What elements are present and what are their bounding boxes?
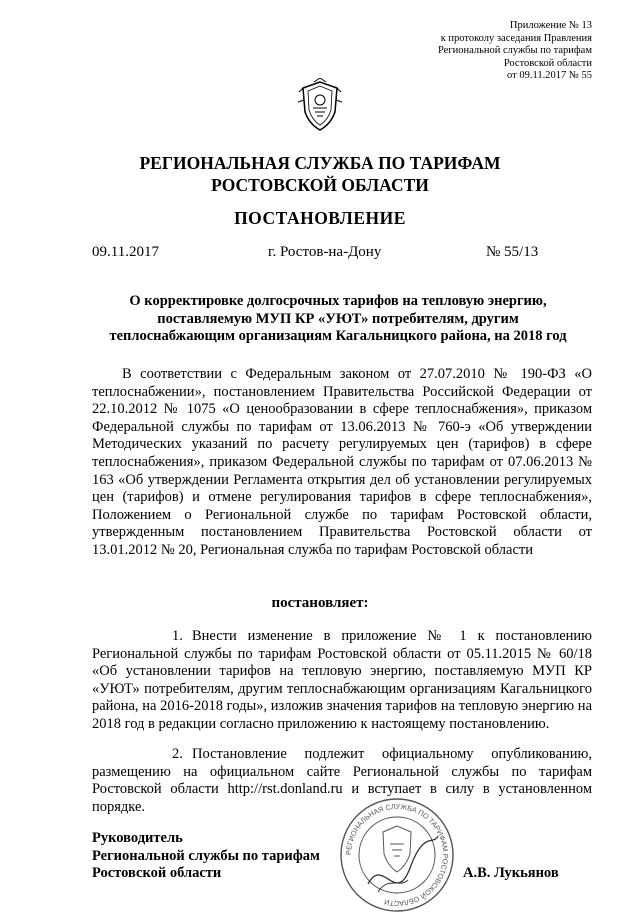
signer-position-line: Ростовской области: [92, 865, 222, 882]
signer-name: А.В. Лукьянов: [463, 865, 559, 881]
signature-block: [92, 830, 320, 883]
item-number: 1.: [172, 628, 183, 644]
organization-line: РЕГИОНАЛЬНАЯ СЛУЖБА ПО ТАРИФАМ: [139, 153, 501, 173]
item-number: 2.: [172, 746, 183, 762]
decision-item: [92, 628, 592, 734]
appendix-line: к протоколу заседания Правления: [440, 32, 592, 44]
appendix-line: от 09.11.2017 № 55: [507, 70, 592, 81]
seal-text: РЕГИОНАЛЬНАЯ СЛУЖБА ПО ТАРИФАМ РОСТОВСКОЙ ОБЛАСТИ: [343, 801, 451, 909]
preamble-paragraph: В соответствии с Федеральным законом от 27.07.2010 № 190-ФЗ «О теплоснабжении», постановлением Правительства Российской Федерации от 22.10.2012 № 1075 «О ценообразовании в сфере теплоснабжения», приказом Федеральной службы по тарифам от 13.06.2013 № 760-э «Об утверждении Методических указаний по расчету регулируемых цен (тарифов) в сфере теплоснабжения», приказом Федеральной службы по тарифам от 07.06.2013 № 163 «Об утверждении Регламента открытия дел об установлении регулируемых цен (тарифов) и отмене регулирования тарифов в сфере теплоснабжения», Положением о Региональной службе по тарифам Ростовской области, утвержденным постановлением Правительства Ростовской области от 13.01.2012 № 20, Региональная служба по тарифам Ростовской области: [92, 366, 592, 558]
appendix-line: Приложение № 13: [509, 20, 592, 31]
appendix-line: Региональной службы по тарифам: [437, 45, 592, 56]
document-type-title: ПОСТАНОВЛЕНИЕ: [234, 208, 406, 228]
organization-line: РОСТОВСКОЙ ОБЛАСТИ: [211, 175, 429, 195]
document-number: № 55/13: [486, 244, 539, 260]
decree-word: постановляет:: [271, 595, 369, 611]
official-seal-stamp: [338, 796, 456, 914]
signer-position-line: Руководитель: [92, 830, 183, 846]
subject-line: О корректировке долгосрочных тарифов на тепловую энергию,: [129, 293, 547, 309]
signer-position-line: Региональной службы по тарифам: [92, 847, 320, 864]
document-place: г. Ростов-на-Дону: [268, 244, 382, 260]
item-text: Внести изменение в приложение № 1 к постановлению Региональной службы по тарифам Ростовской области от 05.11.2015 № 60/18 «Об установлении тарифов на тепловую энергию, поставляемую МУП КР «УЮТ» потребителям, другим теплоснабжающим организациям Кагальницкого района, на 2016-2018 годы», изложив значения тарифов на тепловую энергию на 2018 год в редакции согласно приложению к настоящему постановлению.: [92, 628, 592, 732]
document-date: 09.11.2017: [92, 244, 159, 260]
document-subject: [88, 293, 588, 346]
appendix-line: Ростовской области: [503, 57, 592, 69]
svg-text:РЕГИОНАЛЬНАЯ СЛУЖБА ПО ТАРИФАМ: [344, 802, 450, 908]
item-text: Постановление подлежит официальному опубликованию, размещению на официальном сайте Региональной службы по тарифам Ростовской области http://rst.donland.ru и вступает в силу в установленном порядке.: [92, 746, 592, 815]
coat-of-arms-emblem: [295, 78, 345, 134]
organization-name: [0, 152, 640, 196]
handwritten-signature: [368, 836, 438, 884]
appendix-note: [438, 20, 592, 83]
subject-line: поставляемую МУП КР «УЮТ» потребителям, другим: [157, 310, 519, 327]
subject-line: теплоснабжающим организациям Кагальницкого района, на 2018 год: [109, 328, 567, 344]
